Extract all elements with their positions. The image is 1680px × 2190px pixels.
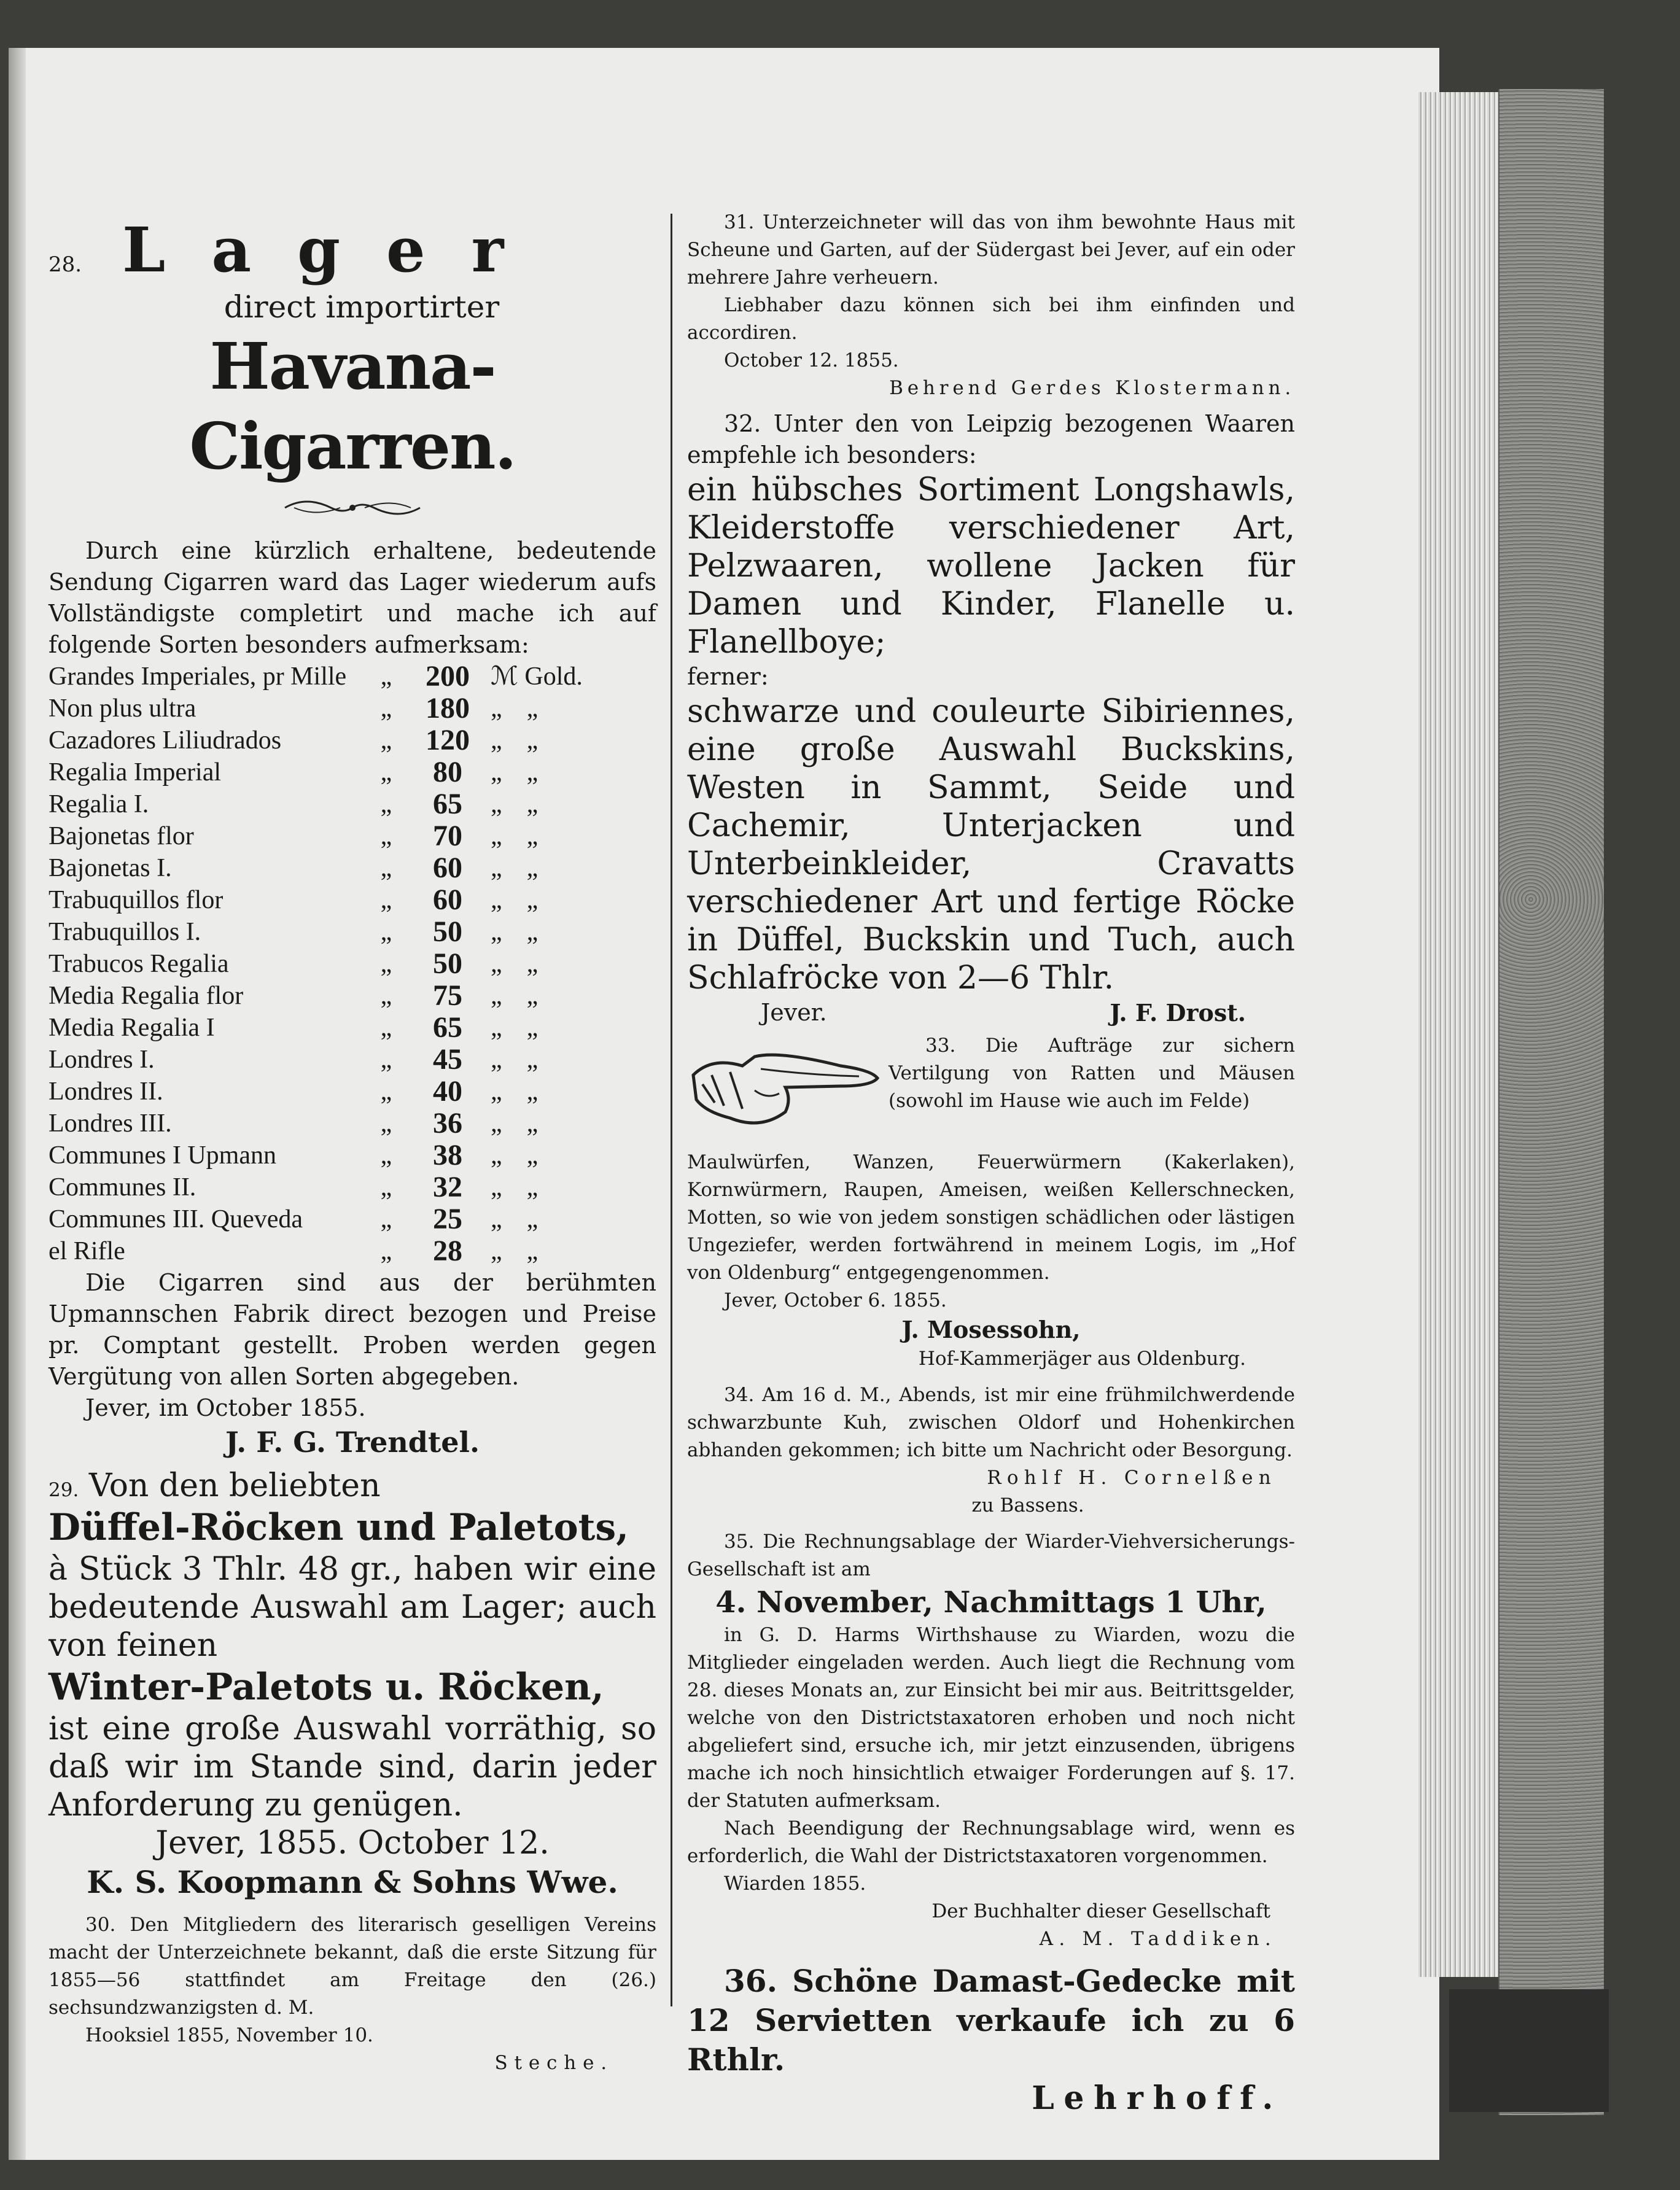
ad-32-signature: J. F. Drost. [1110, 999, 1246, 1027]
ditto-mark: „ [380, 886, 392, 914]
cigar-name: Regalia I. [49, 790, 149, 818]
ad-30 [49, 1911, 656, 2077]
price-row [49, 820, 656, 852]
ad-33-text-a: 33. Die Aufträge zur sichern Vertilgung von Ratten und Mäusen (sowohl im Hause wie auch im Felde) [889, 1035, 1295, 1112]
cigar-price: 32 [433, 1171, 462, 1203]
ad-28-intro: Durch eine kürzlich erhaltene, bedeutende Sendung Cigarren ward das Lager wiederum aufs Vollständigste completirt und mache ich auf folgende Sorten besonders aufmerksam: [49, 537, 656, 658]
ad-33-title: Hof-Kammerjäger aus Oldenburg. [918, 1348, 1246, 1370]
ad-33 [687, 1032, 1295, 1373]
ad-29-line3: à Stück 3 Thlr. 48 gr., haben wir eine bedeutende Auswahl am Lager; auch von feinen [49, 1551, 656, 1664]
ditto-mark: „ [491, 1014, 502, 1042]
ad-33-top [687, 1032, 1295, 1149]
cigar-price: 50 [433, 947, 462, 980]
price-row [49, 1044, 656, 1076]
ditto-mark: „ [526, 1046, 539, 1074]
ditto-mark: „ [380, 662, 392, 691]
ad-32 [687, 408, 1295, 1028]
price-row [49, 1140, 656, 1171]
ditto-mark: „ [526, 1078, 539, 1106]
ditto-mark: „ [526, 694, 539, 723]
ditto-mark: „ [491, 758, 502, 786]
cigar-name: Bajonetas I. [49, 854, 172, 882]
ornament-divider-icon [49, 492, 656, 523]
ditto-mark: „ [526, 1173, 539, 1202]
price-row [49, 693, 656, 724]
ditto-mark: „ [491, 1173, 502, 1202]
cigar-price: 50 [433, 915, 462, 948]
cigar-name: el Rifle [49, 1237, 125, 1265]
price-row [49, 1203, 656, 1235]
ad-32-place: Jever. [761, 999, 827, 1026]
ad-28-product: Havana-Cigarren. [189, 328, 516, 484]
ditto-mark: „ [380, 1205, 392, 1233]
ad-33-signature: J. Mosessohn, [901, 1316, 1081, 1343]
ditto-mark: „ [380, 854, 392, 882]
ad-29-heading: Von den beliebten [88, 1467, 381, 1504]
cigar-name: Londres II. [49, 1078, 163, 1106]
cigar-name: Trabuquillos I. [49, 918, 201, 946]
cigar-price: 25 [433, 1203, 462, 1235]
ditto-mark: „ [491, 918, 502, 946]
cigar-price: 65 [433, 1011, 462, 1044]
ditto-mark: „ [526, 886, 539, 914]
price-row [49, 884, 656, 916]
price-row [49, 788, 656, 820]
cigar-name: Media Regalia I [49, 1014, 215, 1042]
cover-shadow [1449, 1989, 1609, 2112]
cigar-name: Communes III. Queveda [49, 1205, 303, 1233]
ditto-mark: „ [491, 854, 502, 882]
cigar-name: Bajonetas flor [49, 822, 194, 850]
ad-28-signature: J. F. G. Trendtel. [225, 1426, 480, 1459]
ditto-mark: „ [526, 1014, 539, 1042]
unit-ditto-marks [491, 980, 656, 1012]
ad-29-line1 [49, 1467, 656, 1505]
right-column [687, 209, 1295, 2118]
ad-34-text: 34. Am 16 d. M., Abends, ist mir eine frühmilchwerdende schwarzbunte Kuh, zwischen Oldorf und Hohenkirchen abhanden gekommen; ich bitte um Nachricht oder Besorgung. [687, 1384, 1295, 1461]
unit-ditto-marks [491, 948, 656, 980]
ditto-mark: „ [380, 758, 392, 786]
ad-31 [687, 209, 1295, 402]
ad-31-text: 31. Unterzeichneter will das von ihm bewohnte Haus mit Scheune und Garten, auf der Südergast bei Jever, auf ein oder mehrere Jahre verheuern. [687, 211, 1295, 289]
ad-30-place-date: Hooksiel 1855, November 10. [85, 2024, 373, 2046]
unit-ditto-marks [491, 756, 656, 788]
ad-35-role: Der Buchhalter dieser Gesellschaft [931, 1900, 1270, 1922]
ad-35 [687, 1528, 1295, 1953]
cigar-price: 120 [426, 724, 470, 756]
ad-32-intro: 32. Unter den von Leipzig bezogenen Waaren empfehle ich besonders: [687, 410, 1295, 468]
ditto-mark: „ [380, 694, 392, 723]
ditto-mark: „ [526, 1109, 539, 1138]
ad-31-signature: Behrend Gerdes Klostermann. [889, 377, 1295, 399]
ad-36 [687, 1962, 1295, 2118]
ditto-mark: „ [491, 694, 502, 723]
cigar-price: 65 [433, 788, 462, 820]
cigar-price: 45 [433, 1043, 462, 1076]
ditto-mark: „ [380, 790, 392, 818]
ad-34-signature: Rohlf H. Cornelßen [987, 1467, 1277, 1489]
price-row [49, 948, 656, 980]
ditto-mark: „ [380, 950, 392, 978]
unit-ditto-marks [491, 852, 656, 884]
ad-33-place-date: Jever, October 6. 1855. [724, 1289, 947, 1311]
ad-35-text2: in G. D. Harms Wirthshause zu Wiarden, wozu die Mitglieder eingeladen werden. Auch liegt die Rechnung vom 28. dieses Monats an, zur Einsicht bei mir aus. Beitrittsgelder, welche von den Districtstaxatoren erhoben und noch nicht abgeliefert sind, ersuche ich, mir jetzt einzusenden, übrigens mache ich noch hinsichtlich etwaiger Forderungen auf §. 17. der Statuten aufmerksam. [687, 1624, 1295, 1812]
ad-number: 29. [49, 1479, 79, 1501]
ditto-mark: „ [491, 822, 502, 850]
ad-33-text-b: Maulwürfen, Wanzen, Feuerwürmern (Kakerlaken), Kornwürmern, Raupen, Ameisen, weißen Kellerschnecken, Motten, so wie von jedem sonstigen schädlichen oder lästigen Ungeziefer, werden fortwährend in meinem Logis, im „Hof von Oldenburg“ entgegengenommen. [687, 1151, 1295, 1284]
cigar-price: 200 [426, 660, 470, 693]
ad-32-block2: schwarze und couleurte Sibiriennes, eine große Auswahl Buckskins, Westen in Sammt, Seide und Cachemir, Unterjacken und Unterbeinkleider, Cravatts verschiedener Art und fertige Röcke in Düffel, Buckskin und Tuch, auch Schlafröcke von 2—6 Thlr. [687, 693, 1295, 996]
ditto-mark: „ [491, 950, 502, 978]
ad-32-block1: ein hübsches Sortiment Longshawls, Kleiderstoffe verschiedener Art, Pelzwaaren, wollene Jacken für Damen und Kinder, Flanelle u. Flanellboye; [687, 472, 1295, 661]
cigar-name: Non plus ultra [49, 694, 196, 723]
price-row [49, 980, 656, 1012]
price-row [49, 1235, 656, 1267]
ad-29 [49, 1467, 656, 1903]
unit-ditto-marks [491, 724, 656, 756]
ditto-mark: „ [380, 982, 392, 1010]
unit-ditto-marks [491, 884, 656, 916]
cigar-name: Communes II. [49, 1173, 196, 1202]
ditto-mark: „ [380, 1046, 392, 1074]
unit-ditto-marks [491, 1235, 656, 1267]
cigar-price: 40 [433, 1075, 462, 1108]
price-row [49, 661, 656, 693]
cigar-price: 28 [433, 1235, 462, 1267]
ad-32-sign-row [687, 997, 1295, 1028]
ditto-mark: „ [526, 1141, 539, 1170]
ditto-mark: „ [380, 822, 392, 850]
ad-36-text: 36. Schöne Damast-Gedecke mit 12 Servietten verkaufe ich zu 6 Rthlr. [687, 1963, 1295, 2078]
cigar-price: 70 [433, 820, 462, 852]
ad-29-line2: Düffel-Röcken und Paletots, [49, 1506, 629, 1549]
ditto-mark: „ [526, 790, 539, 818]
ditto-mark: „ [380, 726, 392, 755]
cigar-price: 38 [433, 1139, 462, 1171]
column-divider [671, 214, 672, 2006]
cigar-price: 60 [433, 852, 462, 884]
ad-30-signature: Steche. [494, 2052, 613, 2074]
ad-28-title: Lager [122, 214, 550, 286]
unit-ditto-marks [491, 788, 656, 820]
ad-31-date: October 12. 1855. [724, 349, 899, 371]
ad-35-place-date: Wiarden 1855. [724, 1873, 866, 1895]
cigar-name: Grandes Imperiales, pr Mille [49, 662, 347, 691]
newspaper-page [9, 48, 1439, 2160]
price-row [49, 724, 656, 756]
ad-34 [687, 1381, 1295, 1520]
cigar-name: Communes I Upmann [49, 1141, 276, 1170]
ditto-mark: „ [380, 1141, 392, 1170]
unit-ditto-marks [491, 916, 656, 948]
ditto-mark: „ [491, 1109, 502, 1138]
price-row [49, 756, 656, 788]
ditto-mark: „ [491, 1237, 502, 1265]
price-row [49, 916, 656, 948]
ad-29-line5: ist eine große Auswahl vorräthig, so daß wir im Stande sind, darin jeder Anforderung zu genügen. [49, 1710, 656, 1823]
ditto-mark: „ [491, 790, 502, 818]
unit-cell: ℳ Gold. [491, 662, 583, 691]
ditto-mark: „ [526, 854, 539, 882]
ditto-mark: „ [526, 758, 539, 786]
ditto-mark: „ [491, 1205, 502, 1233]
unit-ditto-marks [491, 1108, 656, 1140]
ditto-mark: „ [526, 1237, 539, 1265]
ad-number: 28. [49, 252, 82, 277]
left-column [49, 214, 656, 2077]
ditto-mark: „ [526, 822, 539, 850]
ad-35-signature: A. M. Taddiken. [1039, 1928, 1277, 1950]
ditto-mark: „ [380, 1173, 392, 1202]
ditto-mark: „ [526, 982, 539, 1010]
pointing-hand-icon [687, 1032, 884, 1149]
price-row [49, 1012, 656, 1044]
cigar-name: Regalia Imperial [49, 758, 222, 786]
ditto-mark: „ [491, 982, 502, 1010]
price-row [49, 852, 656, 884]
cigar-price: 36 [433, 1107, 462, 1140]
cigar-price: 75 [433, 979, 462, 1012]
unit-ditto-marks [491, 820, 656, 852]
book-cover [1498, 89, 1604, 2115]
cigar-price-table [49, 661, 656, 1267]
price-row [49, 1108, 656, 1140]
cigar-name: Trabuquillos flor [49, 886, 224, 914]
ditto-mark: „ [491, 1078, 502, 1106]
ad-28-outro: Die Cigarren sind aus der berühmten Upmannschen Fabrik direct bezogen und Preise pr. Comptant gestellt. Proben werden gegen Vergütung von allen Sorten abgegeben. [49, 1269, 656, 1390]
ad-29-place-date: Jever, 1855. October 12. [155, 1825, 550, 1862]
unit-ditto-marks [491, 693, 656, 724]
unit-ditto-marks [491, 1203, 656, 1235]
ad-35-text: 35. Die Rechnungsablage der Wiarder-Viehversicherungs-Gesellschaft ist am [687, 1531, 1295, 1580]
ad-28 [49, 214, 656, 1461]
ditto-mark: „ [526, 950, 539, 978]
cigar-price: 60 [433, 883, 462, 916]
ditto-mark: „ [526, 726, 539, 755]
cigar-name: Cazadores Liliudrados [49, 726, 282, 755]
ditto-mark: „ [380, 1078, 392, 1106]
ad-34-place: zu Bassens. [971, 1494, 1084, 1516]
ditto-mark: „ [491, 726, 502, 755]
ad-31-text2: Liebhaber dazu können sich bei ihm einfinden und accordiren. [687, 294, 1295, 344]
ditto-mark: „ [380, 1237, 392, 1265]
unit-ditto-marks [491, 1076, 656, 1108]
ad-28-place-date: Jever, im October 1855. [85, 1394, 366, 1421]
price-row [49, 1171, 656, 1203]
cigar-name: Londres I. [49, 1046, 155, 1074]
unit-ditto-marks [491, 1012, 656, 1044]
ad-29-line4: Winter-Paletots u. Röcken, [49, 1666, 604, 1709]
ditto-mark: „ [526, 918, 539, 946]
ad-30-text: 30. Den Mitgliedern des literarisch geselligen Vereins macht der Unterzeichnete bekannt, daß die erste Sitzung für 1855—56 stattfindet am Freitage den (26.) sechsundzwanzigsten d. M. [49, 1914, 656, 2019]
ditto-mark: „ [526, 1205, 539, 1233]
ad-28-header [49, 214, 656, 287]
cigar-name: Londres III. [49, 1109, 172, 1138]
ad-29-signature: K. S. Koopmann & Sohns Wwe. [87, 1864, 618, 1900]
ditto-mark: „ [491, 886, 502, 914]
ditto-mark: „ [380, 1109, 392, 1138]
ditto-mark: „ [380, 918, 392, 946]
ditto-mark: „ [491, 1046, 502, 1074]
price-row [49, 1076, 656, 1108]
cigar-name: Media Regalia flor [49, 982, 244, 1010]
unit-ditto-marks [491, 1140, 656, 1171]
cigar-price: 180 [426, 692, 470, 724]
ad-36-signature: Lehrhoff. [1032, 2079, 1283, 2117]
ad-28-subtitle: direct importirter [224, 289, 500, 325]
unit-ditto-marks [491, 1044, 656, 1076]
cigar-price: 80 [433, 756, 462, 788]
cigar-name: Trabucos Regalia [49, 950, 229, 978]
ad-35-text3: Nach Beendigung der Rechnungsablage wird, wenn es erforderlich, die Wahl der Districtstaxatoren vorgenommen. [687, 1817, 1295, 1867]
ditto-mark: „ [380, 1014, 392, 1042]
ad-32-ferner: ferner: [687, 663, 769, 690]
unit-ditto-marks [491, 1171, 656, 1203]
ad-35-date: 4. November, Nachmittags 1 Uhr, [715, 1585, 1267, 1620]
page-fold-shadow [9, 48, 26, 2160]
ditto-mark: „ [491, 1141, 502, 1170]
